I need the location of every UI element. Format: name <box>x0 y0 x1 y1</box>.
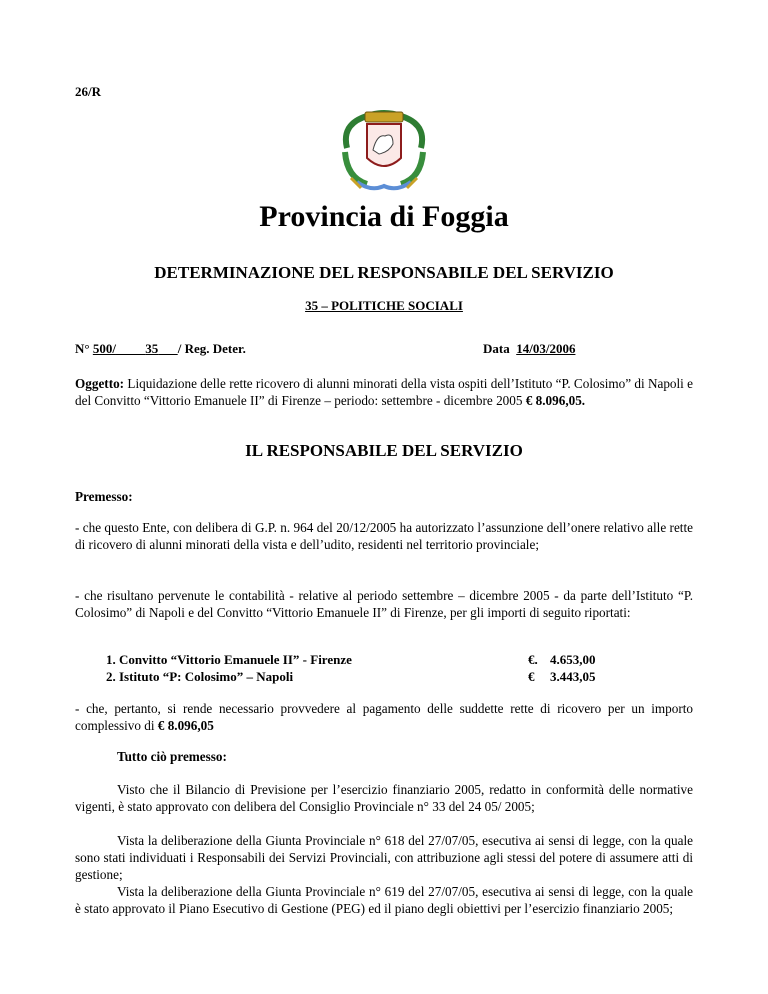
list-item-amount: € 3.443,05 <box>528 669 596 684</box>
registry-line <box>75 341 246 357</box>
premise-paragraph-1: - che questo Ente, con delibera di G.P. n. 964 del 20/12/2005 ha autorizzato l’assunzione dell’onere relativo alle rette di ricovero di alunni minorati della vista e dell’udito, residenti nel territorio provinciale; <box>75 520 693 552</box>
date-label: Data <box>483 341 510 356</box>
date-line <box>483 341 575 357</box>
registry-prefix: N° <box>75 341 90 356</box>
page-title: Provincia di Foggia <box>259 200 509 233</box>
visto-paragraph-3: Vista la deliberazione della Giunta Provinciale n° 619 del 27/07/05, esecutiva ai sensi di legge, con la quale è stato approvato il Piano Esecutivo di Gestione (PEG) ed il piano degli obiettivi per l’esercizio finanziario 2005; <box>75 884 693 916</box>
service-name: 35 – POLITICHE SOCIALI <box>305 298 463 313</box>
premise-paragraph-2: - che risultano pervenute le contabilità - relative al periodo settembre – dicembre 2005 - da parte dell’Istituto “P. Colosimo” di Napoli e del Convitto “Vittorio Emanuele II” di Firenze, per gli importi di seguito riportati: <box>75 588 693 620</box>
list-item-amount: €. 4.653,00 <box>528 652 596 667</box>
list-item: 2. Istituto “P: Colosimo” – Napoli <box>106 669 294 684</box>
subject-label: Oggetto: <box>75 376 125 391</box>
registry-sector: 35 <box>145 341 159 356</box>
document-code: 26/R <box>75 84 101 99</box>
determination-heading: DETERMINAZIONE DEL RESPONSABILE DEL SERVIZIO <box>154 263 614 282</box>
all-premised-label: Tutto ciò premesso: <box>117 749 227 764</box>
subject-text: Liquidazione delle rette ricovero di alunni minorati della vista ospiti dell’Istituto “P. Colosimo” di Napoli e del Convitto “Vittorio Emanuele II” di Firenze – periodo: settembre - dicembre 2005 <box>75 376 693 408</box>
registry-suffix: / Reg. Deter. <box>177 341 246 356</box>
list-item: 1. Convitto “Vittorio Emanuele II” - Firenze <box>106 652 352 667</box>
registry-number: 500/ <box>92 341 116 356</box>
province-coat-of-arms-seal <box>327 108 441 194</box>
section-title: IL RESPONSABILE DEL SERVIZIO <box>245 441 523 460</box>
premise-label: Premesso: <box>75 489 133 504</box>
subject-paragraph <box>75 375 693 409</box>
visto-paragraph-2: Vista la deliberazione della Giunta Provinciale n° 618 del 27/07/05, esecutiva ai sensi di legge, con la quale sono stati individuati i Responsabili dei Servizi Provinciali, con attribuzione agli stessi del potere di assumere atti di gestione; <box>75 833 693 882</box>
date-value: 14/03/2006 <box>516 341 576 356</box>
total-amount: € 8.096,05 <box>157 718 214 733</box>
premise-paragraph-3: - che, pertanto, si rende necessario provvedere al pagamento delle suddette rette di ricovero per un importo complessivo di € 8.096,05 <box>75 701 693 733</box>
subject-amount: € 8.096,05. <box>525 393 586 408</box>
visto-paragraph-1: Visto che il Bilancio di Previsione per l’esercizio finanziario 2005, redatto in conformità delle normative vigenti, è stato approvato con delibera del Consiglio Provinciale n° 33 del 24 05/ 2005; <box>75 782 693 814</box>
